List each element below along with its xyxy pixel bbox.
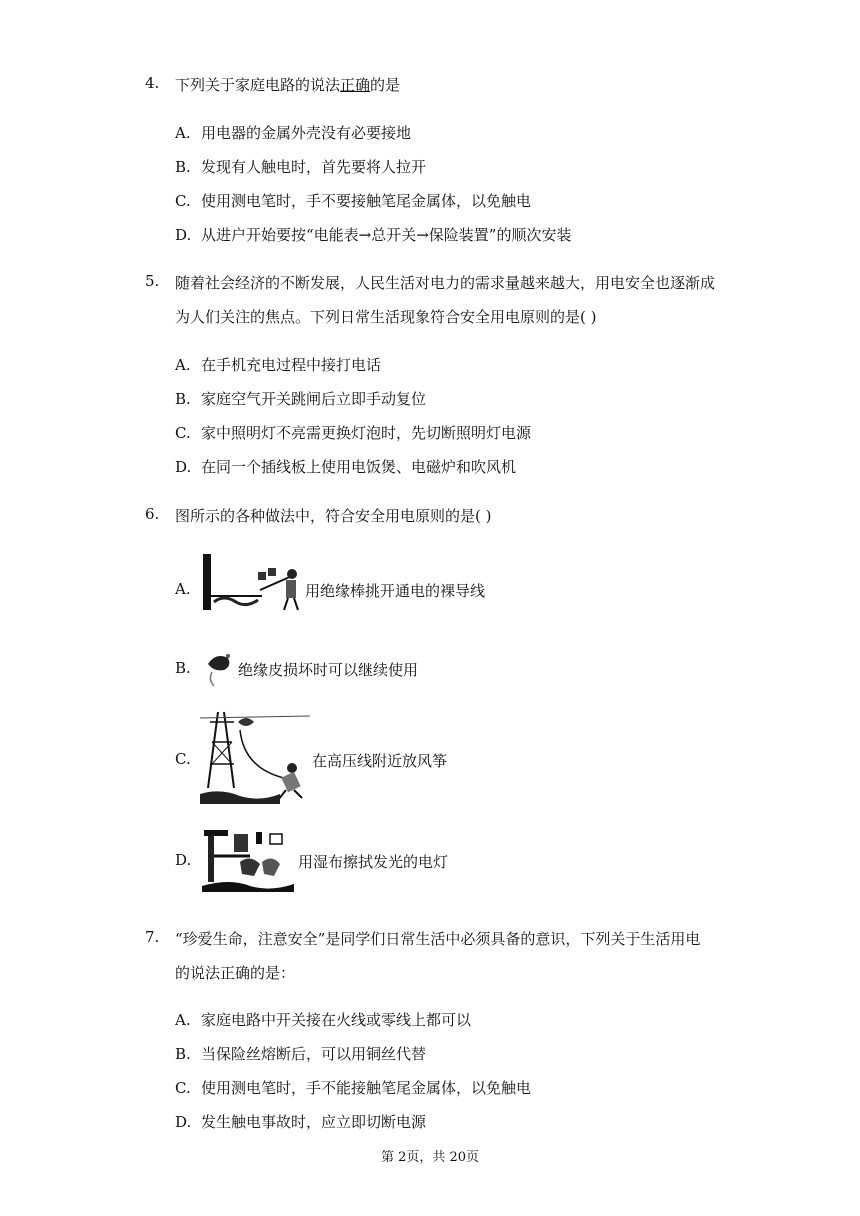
question-number: 4. — [145, 74, 160, 92]
question-stem-line-2: 的说法正确的是： — [175, 964, 296, 982]
option-a[interactable]: A. — [175, 580, 191, 598]
question-number: 5. — [145, 272, 160, 290]
option-b[interactable]: B. 家庭空气开关跳闸后立即手动复位 — [175, 390, 427, 408]
option-text: 用绝缘棒挑开通电的裸导线 — [305, 582, 486, 600]
option-b[interactable]: B. 当保险丝熔断后，可以用铜丝代替 — [175, 1045, 427, 1063]
option-c[interactable]: C. 使用测电笔时，手不要接触笔尾金属体，以免触电 — [175, 192, 532, 210]
page-footer: 第 2页，共 20页 — [380, 1150, 480, 1165]
option-text: 绝缘皮损坏时可以继续使用 — [238, 661, 419, 679]
question-stem-line-2: 为人们关注的焦点。下列日常生活现象符合安全用电原则的是( ) — [175, 308, 597, 326]
option-a[interactable]: A. 用电器的金属外壳没有必要接地 — [175, 124, 412, 142]
option-d[interactable]: D. 在同一个插线板上使用电饭煲、电磁炉和吹风机 — [175, 458, 517, 476]
insulating-rod-illustration — [200, 552, 304, 612]
question-stem-line-1: 随着社会经济的不断发展，人民生活对电力的需求量越来越大，用电安全也逐渐成 — [175, 274, 716, 292]
option-a[interactable]: A. 家庭电路中开关接在火线或零线上都可以 — [175, 1011, 472, 1029]
option-d[interactable]: D. 发生触电事故时，应立即切断电源 — [175, 1113, 427, 1131]
question-stem: 下列关于家庭电路的说法正确的是 — [175, 76, 401, 94]
wet-cloth-lamp-illustration — [200, 824, 296, 892]
option-c[interactable]: C. — [175, 750, 191, 768]
option-c[interactable]: C. 家中照明灯不亮需更换灯泡时，先切断照明灯电源 — [175, 424, 532, 442]
option-text: 在高压线附近放风筝 — [312, 752, 448, 770]
option-a[interactable]: A. 在手机充电过程中接打电话 — [175, 356, 382, 374]
option-c[interactable]: C. 使用测电笔时，手不能接触笔尾金属体，以免触电 — [175, 1079, 532, 1097]
option-b[interactable]: B. — [175, 659, 191, 677]
kite-near-power-line-illustration — [200, 708, 310, 804]
question-stem-line-1: “珍爱生命，注意安全”是同学们日常生活中必须具备的意识，下列关于生活用电 — [175, 930, 701, 948]
option-d[interactable]: D. 从进户开始要按“电能表→总开关→保险装置”的顺次安装 — [175, 226, 572, 244]
option-text: 用湿布擦拭发光的电灯 — [298, 853, 449, 871]
damaged-cable-illustration — [202, 648, 236, 688]
question-number: 7. — [145, 928, 160, 946]
question-number: 6. — [145, 505, 160, 523]
option-d[interactable]: D. — [175, 851, 192, 869]
option-b[interactable]: B. 发现有人触电时，首先要将人拉开 — [175, 158, 427, 176]
question-stem: 图所示的各种做法中，符合安全用电原则的是( ) — [175, 507, 492, 525]
